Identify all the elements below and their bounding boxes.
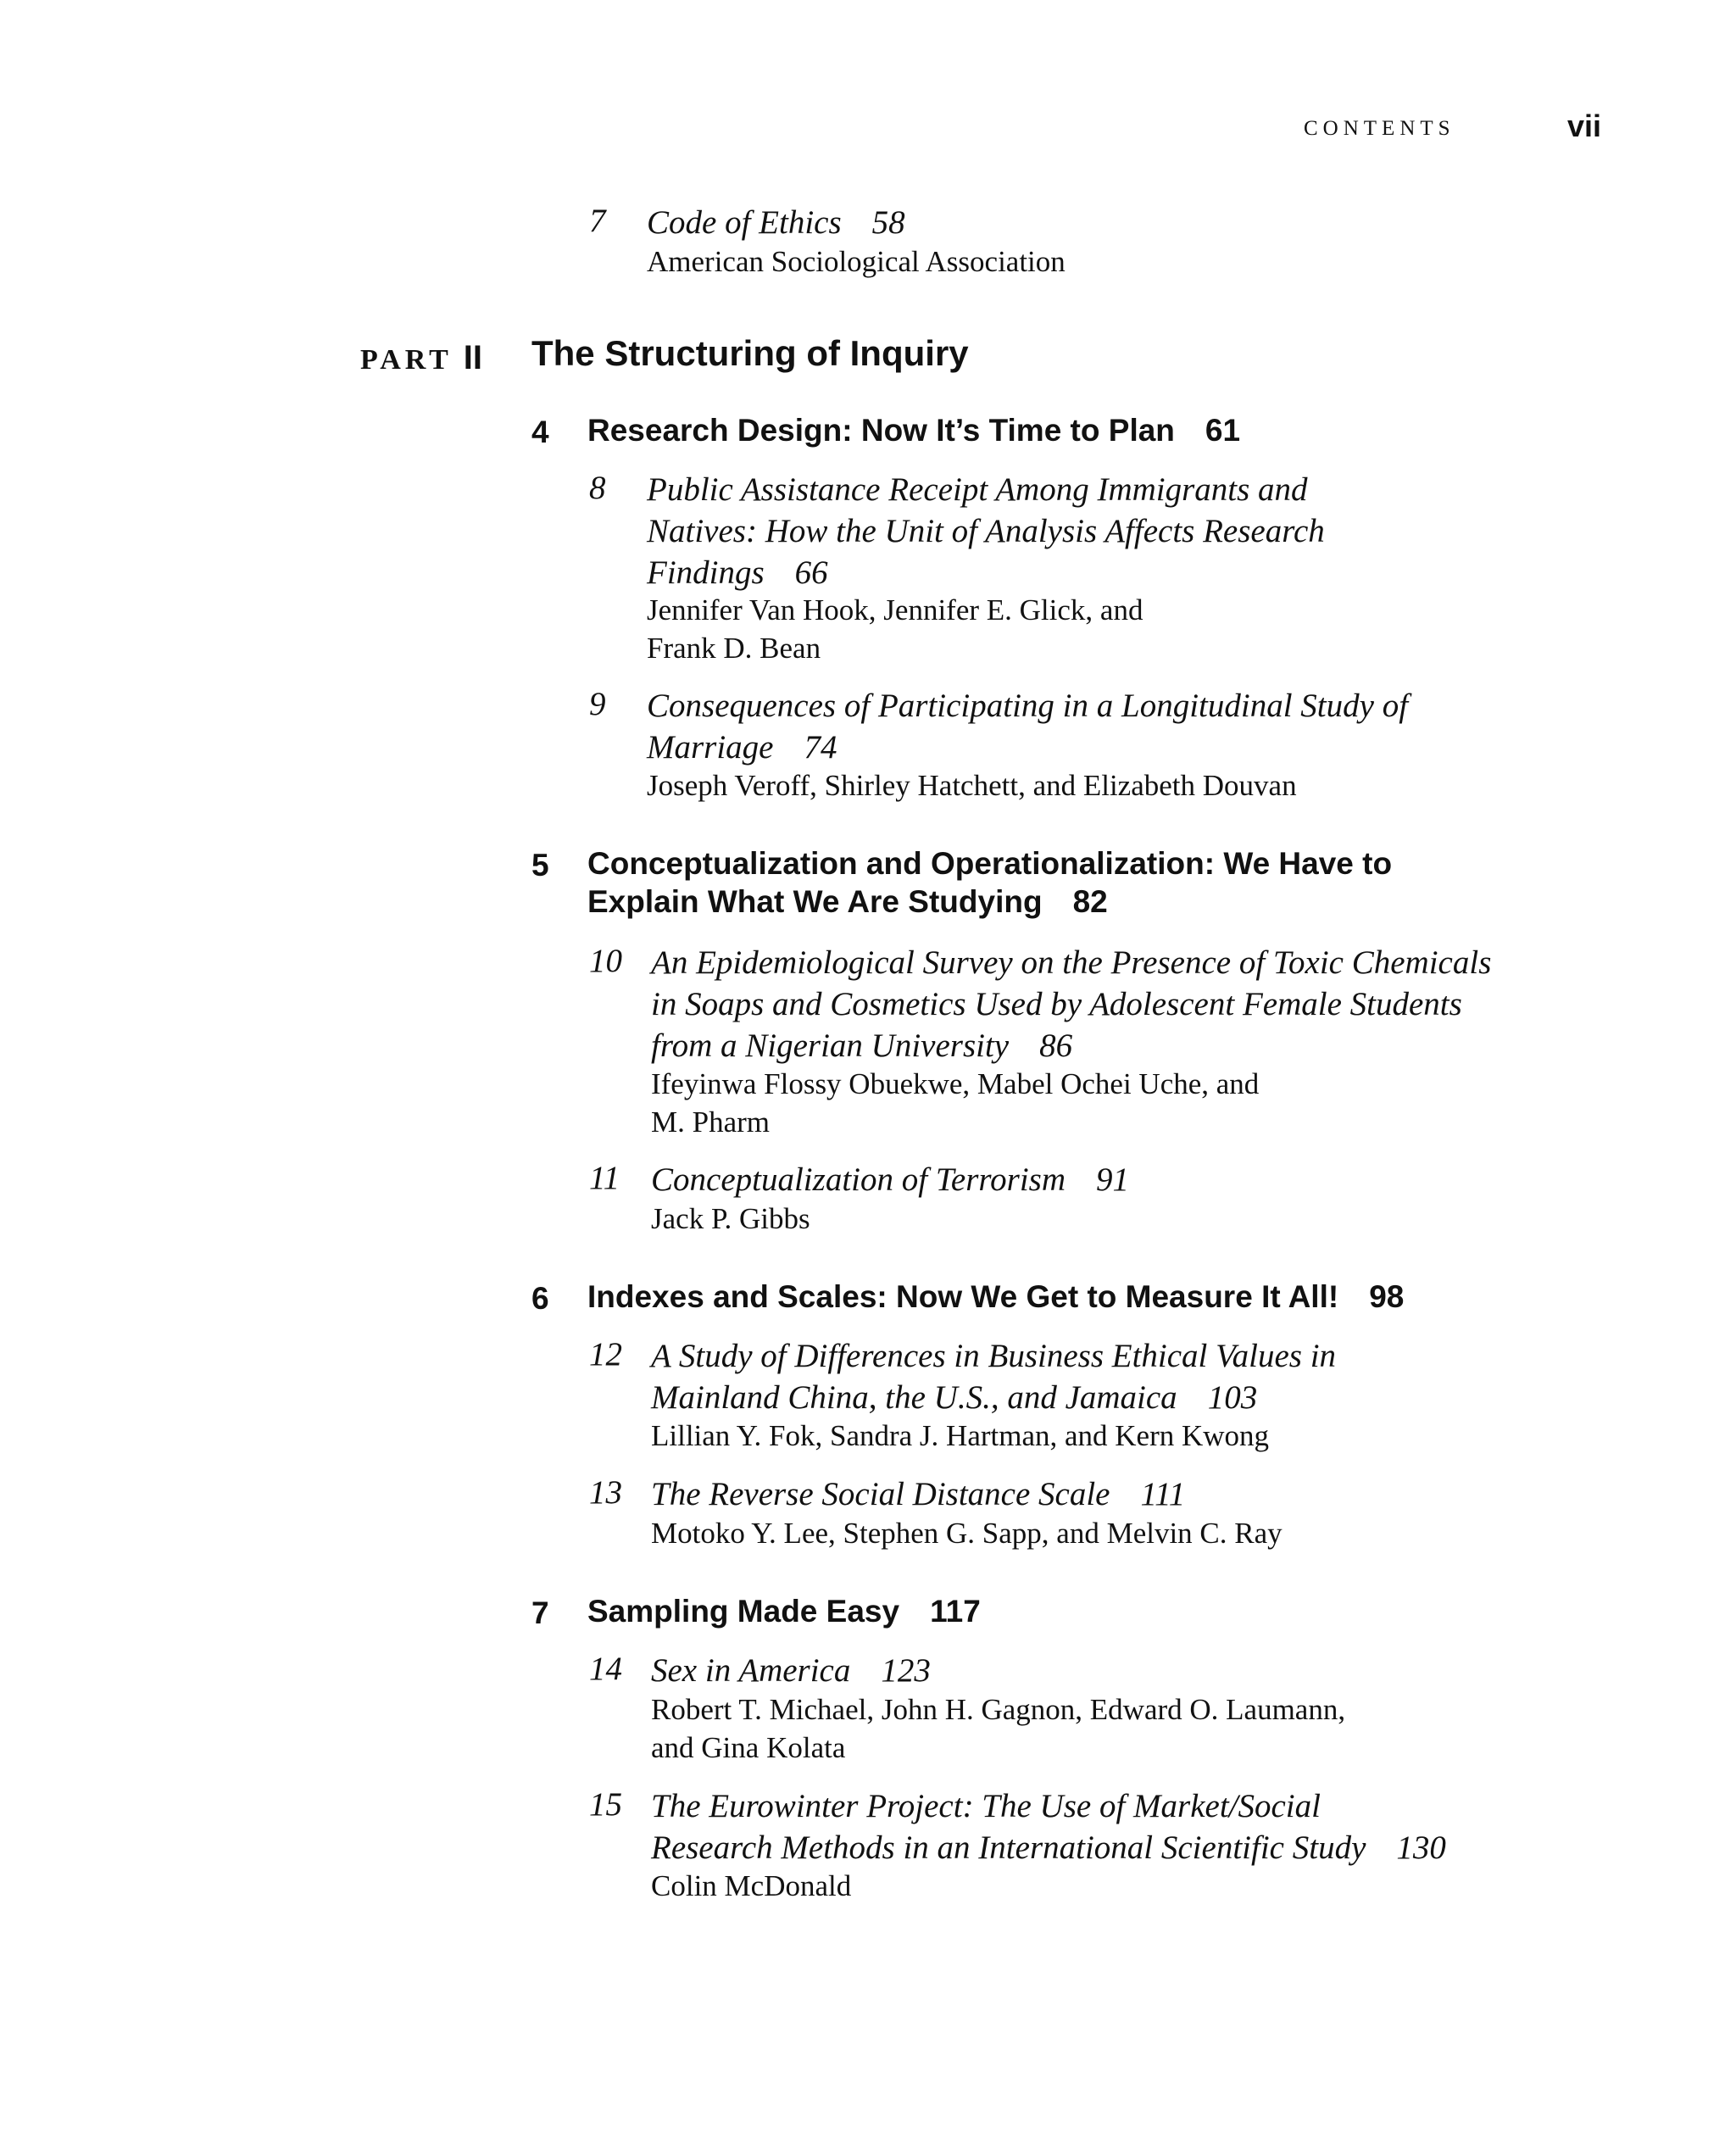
reading-page: 103 <box>1207 1379 1258 1416</box>
reading-number: 14 <box>589 1651 622 1687</box>
reading-page: 58 <box>871 204 905 241</box>
reading-authors: Robert T. Michael, John H. Gagnon, Edward O. Laumann, and Gina Kolata <box>651 1693 1346 1764</box>
reading-title: A Study of Differences in Business Ethical Values in Mainland China, the U.S., and Jamaica 103 <box>651 1338 1337 1416</box>
reading-page: 74 <box>804 729 837 766</box>
chapter-title: Indexes and Scales: Now We Get to Measure It All! 98 <box>587 1279 1405 1314</box>
reading-title: Sex in America 123 <box>651 1652 931 1689</box>
chapter-number: 7 <box>531 1595 549 1630</box>
reading-page: 130 <box>1396 1829 1446 1866</box>
reading-title: Consequences of Participating in a Longitudinal Study of Marriage 74 <box>647 688 1409 766</box>
running-header-label: CONTENTS <box>1304 117 1455 140</box>
chapter-title: Conceptualization and Operationalization: We Have to Explain What We Are Studying 82 <box>587 846 1393 919</box>
chapter-page: 82 <box>1072 884 1108 919</box>
part-title: The Structuring of Inquiry <box>531 333 969 373</box>
chapter-title: Sampling Made Easy 117 <box>587 1594 981 1629</box>
reading-number: 15 <box>589 1786 622 1823</box>
reading-title: Code of Ethics 58 <box>647 204 905 241</box>
reading-number: 13 <box>589 1474 622 1511</box>
reading-authors: Lillian Y. Fok, Sandra J. Hartman, and Kern Kwong <box>651 1419 1270 1452</box>
chapter-page: 98 <box>1369 1279 1405 1314</box>
chapter-number: 6 <box>531 1281 549 1316</box>
reading-page: 111 <box>1140 1476 1186 1512</box>
reading-page: 123 <box>881 1652 931 1689</box>
chapter-page: 117 <box>930 1594 981 1629</box>
reading-page: 86 <box>1039 1027 1073 1064</box>
reading-title: The Eurowinter Project: The Use of Market/Social Research Methods in an International Scientific Study 130 <box>651 1788 1446 1866</box>
reading-number: 12 <box>589 1336 622 1373</box>
chapter-number: 5 <box>531 848 549 883</box>
reading-page: 66 <box>794 554 828 591</box>
reading-page: 91 <box>1096 1161 1130 1198</box>
reading-number: 11 <box>589 1160 620 1196</box>
reading-title: An Epidemiological Survey on the Presence of Toxic Chemicals in Soaps and Cosmetics Used by Adolescent Female Students from a Nigerian University 86 <box>651 944 1492 1064</box>
reading-authors: Colin McDonald <box>651 1869 852 1902</box>
part-label: PART II <box>360 339 482 376</box>
reading-authors: Jennifer Van Hook, Jennifer E. Glick, and Frank D. Bean <box>647 593 1143 665</box>
reading-number: 9 <box>589 686 606 722</box>
reading-title: Public Assistance Receipt Among Immigrants and Natives: How the Unit of Analysis Affects Research Findings 66 <box>647 471 1325 591</box>
reading-number: 7 <box>589 203 606 239</box>
page-number: vii <box>1567 109 1602 143</box>
reading-number: 8 <box>589 470 606 506</box>
reading-authors: Motoko Y. Lee, Stephen G. Sapp, and Melvin C. Ray <box>651 1517 1283 1550</box>
reading-authors: Joseph Veroff, Shirley Hatchett, and Elizabeth Douvan <box>647 769 1297 802</box>
reading-title: Conceptualization of Terrorism 91 <box>651 1161 1130 1198</box>
chapter-page: 61 <box>1205 413 1241 448</box>
reading-authors: Jack P. Gibbs <box>651 1202 810 1235</box>
reading-number: 10 <box>589 943 622 979</box>
reading-authors: Ifeyinwa Flossy Obuekwe, Mabel Ochei Uche, and M. Pharm <box>651 1067 1260 1139</box>
chapter-title: Research Design: Now It’s Time to Plan 61 <box>587 413 1241 448</box>
reading-authors: American Sociological Association <box>647 245 1066 278</box>
reading-title: The Reverse Social Distance Scale 111 <box>651 1476 1186 1512</box>
chapter-number: 4 <box>531 415 549 449</box>
